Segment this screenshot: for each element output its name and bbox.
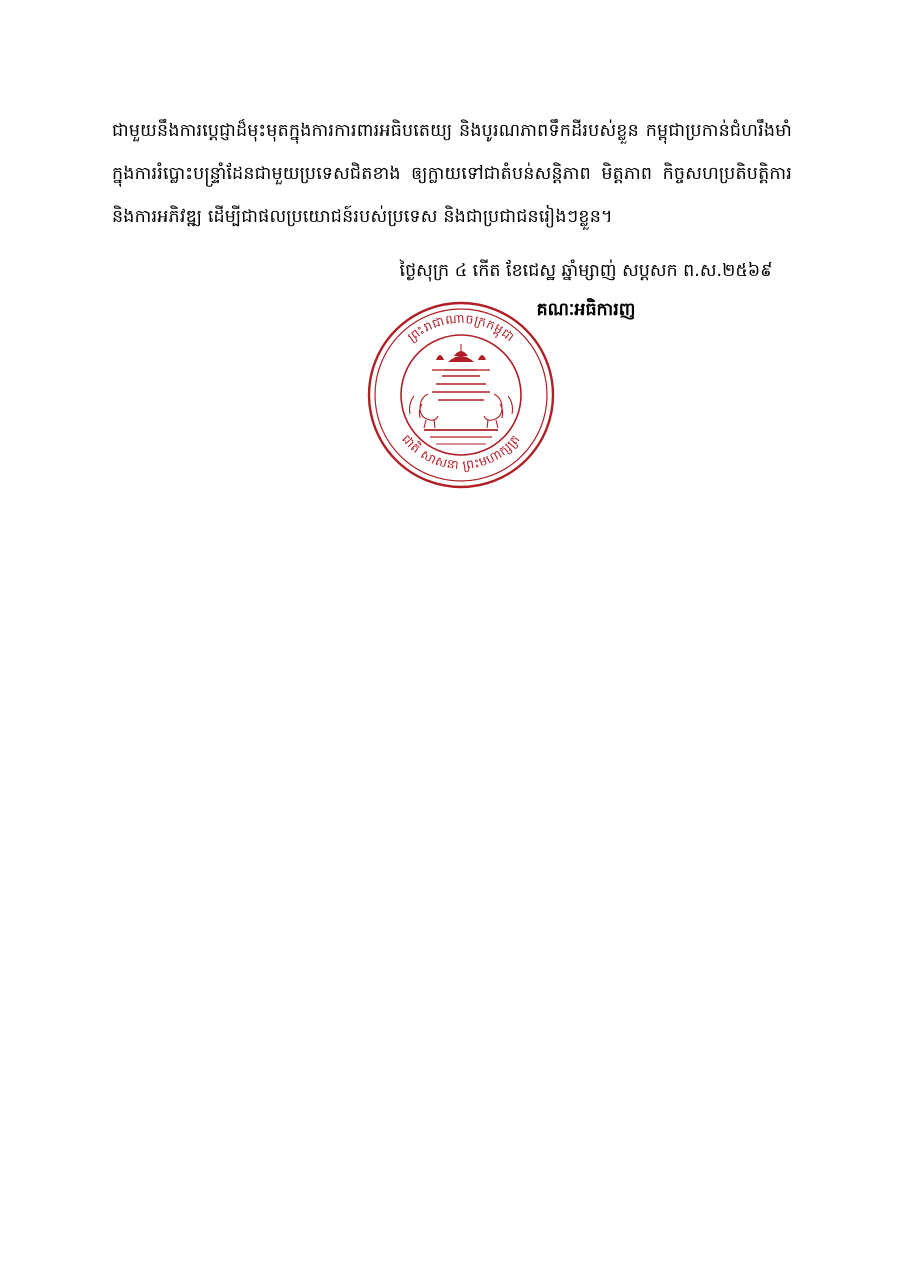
svg-text:ព្រះរាជាណាចក្រកម្ពុជា: ព្រះរាជាណាចក្រកម្ពុជា — [404, 310, 518, 345]
body-paragraph: ជាមួយនឹងការប្តេជ្ញាដ៏មុះមុតក្នុងការការពារអធិបតេយ្យ និងបូរណភាពទឹកដីរបស់ខ្លួន កម្ពុជាប្រកាន់ជំហរឹងមាំ ក្នុងការរំប្លោះបន្ទ្រាំដែនជាមួយប្រទេសជិតខាង ឲ្យក្លាយទៅជាតំបន់សន្តិភាព មិត្តភាព កិច្ចសហប្រតិបត្តិការ និងការអភិវឌ្ឍ ដើម្បីជាផលប្រយោជន៍របស់ប្រទេស និងជាប្រជាជនរៀងៗខ្លួន។ — [112, 121, 792, 227]
signer-name: គណៈអធិការញ — [536, 300, 636, 320]
khmer-lunar-date: ថ្ងៃសុក្រ ៤ កើត ខែជេស្ឋ ឆ្នាំម្សាញ់ សប្តសក ព.ស.២៥៦៩ — [399, 261, 773, 281]
royal-seal-stamp — [366, 300, 556, 490]
svg-text:ជាតិ សាសនា ព្រះមហាក្សត្រ: ជាតិ សាសនា ព្រះមហាក្សត្រ — [399, 431, 523, 473]
body-text-block — [112, 110, 792, 239]
date-line-block — [380, 256, 792, 286]
